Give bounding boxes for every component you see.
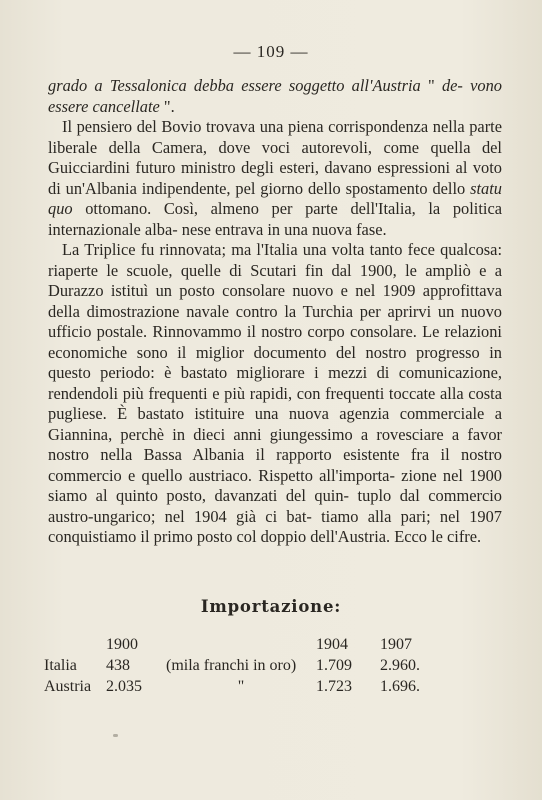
imports-table	[44, 634, 440, 697]
paragraph-2	[48, 117, 502, 240]
paragraph-2-seg-2: statu quo	[48, 178, 502, 218]
table-cell: 2.035	[106, 677, 142, 695]
table-cell: Austria	[44, 677, 92, 695]
table-cell: (mila franchi in oro)	[166, 656, 297, 674]
table-header-cell	[166, 634, 316, 655]
paragraph-1	[48, 76, 502, 117]
table-row	[44, 655, 440, 676]
paragraph-3	[48, 240, 502, 548]
table-cell: 1.709	[316, 656, 352, 674]
table-cell: 438	[106, 656, 130, 674]
paragraph-1-seg-2: "	[420, 76, 442, 95]
paragraph-2-seg-3: ottomano. Così, almeno per parte dell'Italia, la politica internazionale alba- nese entrava in una nuova fase.	[48, 199, 502, 239]
table-cell: 1.696.	[380, 677, 420, 695]
table-header-row	[44, 634, 440, 655]
table-cell: 1.723	[316, 677, 352, 695]
paragraph-1-seg-3: de- vono essere cancellate	[48, 76, 502, 116]
paragraph-1-seg-4: ".	[159, 96, 175, 116]
body-text	[48, 76, 502, 548]
paragraph-1-seg-1: grado a Tessalonica debba essere soggetto all'Austria	[48, 76, 421, 95]
section-heading: Importazione:	[200, 597, 342, 616]
table-row	[44, 676, 440, 697]
table-header-cell: 1904	[316, 635, 348, 653]
ink-smudge	[113, 734, 118, 737]
paragraph-2-seg-1: Il pensiero del Bovio trovava una piena corrispondenza nella parte liberale della Camera, dove voci autorevoli, come quella del Guicciardini futuro ministro degli esteri, davano espressioni al voto di un'Albania indipendente, pel giorno dello spostamento dello	[48, 117, 502, 198]
table-cell: 2.960.	[380, 656, 420, 674]
table-header-cell: 1907	[380, 635, 412, 653]
table-header-cell: 1900	[106, 635, 138, 653]
table-cell: "	[237, 677, 245, 695]
table-header-cell	[44, 634, 106, 655]
paragraph-3-seg-1: La Triplice fu rinnovata; ma l'Italia una volta tanto fece qualcosa: riaperte le scuole, quelle di Scutari fin dal 1900, le ampliò e a Durazzo istituì un posto consolare nuovo e nel 1909 approfittava della dimostrazione navale contro la Turchia per aprirvi un nuovo ufficio postale. Rinnovammo il nostro corpo consolare. Le relazioni economiche sono il miglior documento del nostro progresso in questo periodo: è bastato migliorare i mezzi di comunicazione, rendendoli più frequenti e più rapidi, con frequenti toccate alla costa pugliese. È bastato istituire una nuova agenzia commerciale a Giannina, perchè in dieci anni giungessimo a rovesciare a favor nostro nella Bassa Albania il rapporto esistente fra il nostro commercio e quello austriaco. Rispetto all'importa- zione nel 1900 siamo al quinto posto, davanzati del quin- tuplo dal commercio austro-ungarico; nel 1904 già ci bat- tiamo alla pari; nel 1907 conquistiamo il primo posto col doppio dell'Austria. Ecco le cifre.	[48, 240, 502, 546]
table-cell: Italia	[44, 656, 77, 674]
page-number: — 109 —	[233, 42, 309, 61]
